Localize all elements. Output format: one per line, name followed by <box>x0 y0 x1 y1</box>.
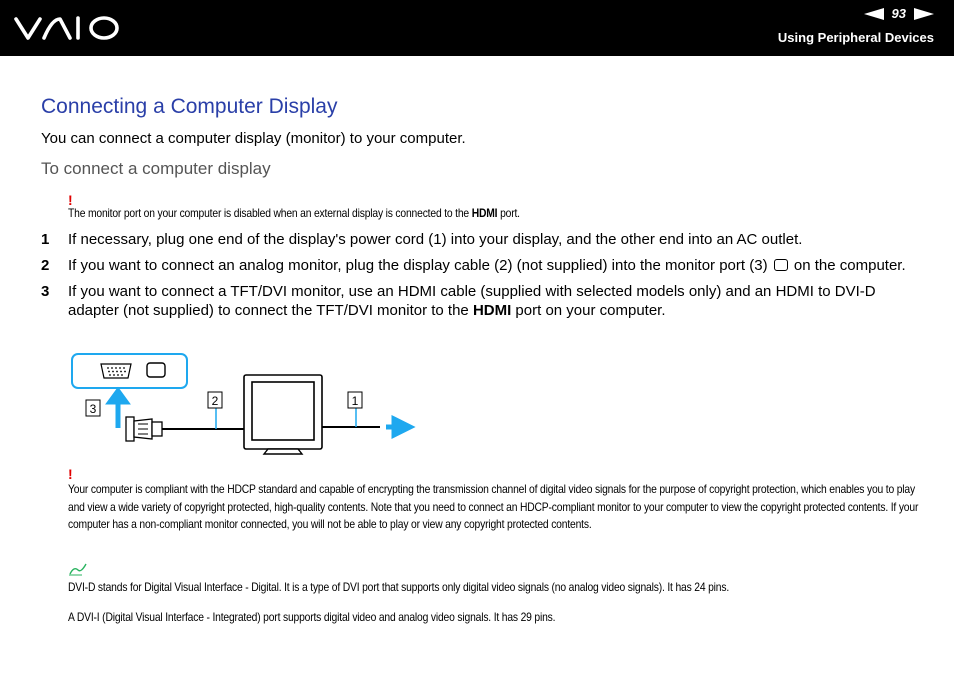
step-number: 3 <box>41 283 50 300</box>
vaio-logo <box>14 12 122 44</box>
memo-pen-icon <box>68 562 88 576</box>
page-number: 93 <box>891 6 906 21</box>
step-number: 1 <box>41 231 50 248</box>
warning-mark: ! <box>68 466 73 482</box>
note-text-part: The monitor port on your computer is disabled when an external display is connected to the <box>68 206 472 220</box>
step-item <box>41 282 921 320</box>
section-title: Using Peripheral Devices <box>777 30 934 45</box>
warning-mark: ! <box>68 192 73 208</box>
monitor-icon <box>244 375 322 454</box>
page-title: Connecting a Computer Display <box>41 95 338 118</box>
step-text-part: If you want to connect an analog monitor, plug the display cable (2) (not supplied) into the monitor port (3) <box>68 257 772 274</box>
step-text <box>68 256 921 275</box>
hdmi-label: HDMI <box>471 206 498 220</box>
step-text <box>68 282 921 320</box>
ac-outlet-arrow-icon <box>386 419 410 435</box>
callout-1: 1 <box>351 394 359 408</box>
procedure-subtitle: To connect a computer display <box>41 159 271 178</box>
previous-page-icon[interactable] <box>864 8 884 20</box>
vga-connector-icon <box>126 417 162 441</box>
memo-dvi-i: A DVI-I (Digital Visual Interface - Integrated) port supports digital video and analog video signals. It has 29 pins. <box>68 610 556 624</box>
note-text-part: port. <box>497 206 520 220</box>
hdmi-port-symbol <box>147 363 165 377</box>
callout-3: 3 <box>89 402 97 416</box>
monitor-port-icon <box>774 259 788 271</box>
step-text-part: on the computer. <box>789 257 906 274</box>
step-item <box>41 230 921 249</box>
step-list <box>41 230 921 327</box>
note-hdcp: Your computer is compliant with the HDCP standard and capable of encrypting the transmission channel of digital video signals for the purpose of copyright protection, which enables you to play and view a wide variety of copyright protected, high-quality contents. Note that you need to connect an HDCP-compliant monitor to your computer to view the copyright protected contents. If your computer has a non-compliant monitor connected, you will not be able to play or view any copyright protected contents. <box>68 482 919 531</box>
step-text-part: If you want to connect a TFT/DVI monitor, use an HDMI cable (supplied with selected models only) and an HDMI to DVI-D adapter (not supplied) to connect the TFT/DVI monitor to the <box>68 283 876 319</box>
step-number: 2 <box>41 257 50 274</box>
plug-in-arrow-icon <box>110 391 126 428</box>
page-navigation <box>864 6 934 21</box>
note-monitor-port <box>68 205 799 223</box>
monitor-port-icon <box>101 364 131 378</box>
step-text-part: port on your computer. <box>511 302 666 319</box>
connection-diagram <box>68 350 418 460</box>
hdmi-label: HDMI <box>472 302 512 319</box>
intro-text: You can connect a computer display (monitor) to your computer. <box>41 130 466 147</box>
step-item <box>41 256 921 275</box>
step-text: If necessary, plug one end of the display's power cord (1) into your display, and the other end into an AC outlet. <box>68 231 803 248</box>
callout-2: 2 <box>211 394 219 408</box>
page-header <box>0 0 954 56</box>
memo-dvi-d: DVI-D stands for Digital Visual Interface - Digital. It is a type of DVI port that supports only digital video signals (no analog video signals). It has 24 pins. <box>68 580 730 594</box>
next-page-icon[interactable] <box>914 8 934 20</box>
